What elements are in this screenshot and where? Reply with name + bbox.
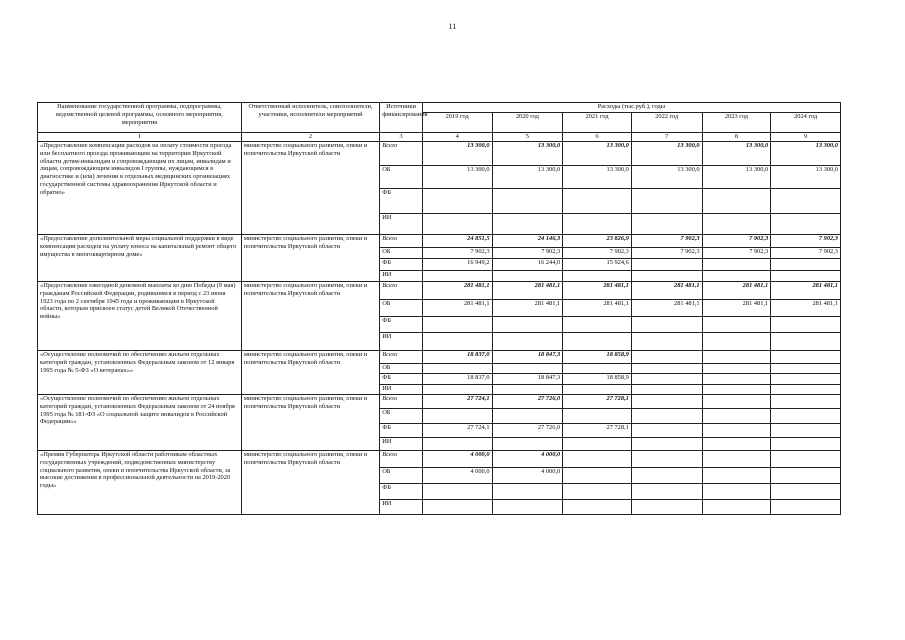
amount-cell xyxy=(702,385,771,395)
amount-cell: 13 300,0 xyxy=(771,166,841,189)
column-number: 3 xyxy=(380,133,423,142)
amount-cell xyxy=(771,500,841,515)
amount-cell xyxy=(702,271,771,282)
amount-cell xyxy=(422,189,492,214)
amount-cell: 27 728,1 xyxy=(563,395,632,409)
header-year: 2022 год xyxy=(631,113,702,133)
funding-source-cell: Всего xyxy=(380,142,423,166)
amount-cell xyxy=(702,395,771,409)
amount-cell xyxy=(771,484,841,500)
page-number: 11 xyxy=(448,22,457,31)
amount-cell xyxy=(631,424,702,438)
amount-cell: 7 902,3 xyxy=(631,248,702,259)
program-name-cell: «Предоставление дополнительной меры социальной поддержки в виде компенсации расходов на уплату взноса на капитальный ремонт общего имущества в многоквартирном доме» xyxy=(38,235,242,282)
funding-source-cell: ФБ xyxy=(380,484,423,500)
column-number: 9 xyxy=(771,133,841,142)
amount-cell: 18 837,0 xyxy=(422,351,492,364)
funding-source-cell: Всего xyxy=(380,235,423,248)
amount-cell: 281 481,1 xyxy=(702,282,771,300)
amount-cell xyxy=(492,409,563,424)
amount-cell xyxy=(492,317,563,333)
amount-cell: 4 000,0 xyxy=(492,468,563,484)
funding-source-cell: ФБ xyxy=(380,374,423,385)
amount-cell xyxy=(422,438,492,451)
amount-cell: 281 481,1 xyxy=(563,282,632,300)
amount-cell xyxy=(422,271,492,282)
amount-cell xyxy=(563,385,632,395)
amount-cell xyxy=(702,374,771,385)
funding-source-cell: Всего xyxy=(380,395,423,409)
amount-cell: 4 000,0 xyxy=(422,451,492,468)
header-year: 2020 год xyxy=(492,113,563,133)
amount-cell xyxy=(771,271,841,282)
amount-cell: 281 481,1 xyxy=(492,282,563,300)
amount-cell xyxy=(631,333,702,351)
amount-cell: 27 724,1 xyxy=(422,395,492,409)
column-number: 1 xyxy=(38,133,242,142)
funding-source-cell: Всего xyxy=(380,351,423,364)
amount-cell xyxy=(422,385,492,395)
amount-cell xyxy=(563,364,632,374)
amount-cell xyxy=(771,214,841,235)
amount-cell: 7 902,3 xyxy=(702,248,771,259)
funding-source-cell: ОБ xyxy=(380,364,423,374)
amount-cell xyxy=(563,333,632,351)
program-name-cell: «Предоставление ежегодной денежной выплаты ко дню Победы (9 мая) гражданам Российской Федерации, родившимся в период с 23 июня 1923 года по 2 сентября 1945 года и проживающим в Иркутской области, которым присвоен статус детей Великой Отечественной войны» xyxy=(38,282,242,351)
amount-cell xyxy=(563,438,632,451)
amount-cell xyxy=(631,395,702,409)
amount-cell: 13 300,0 xyxy=(702,166,771,189)
amount-cell xyxy=(492,333,563,351)
column-number: 8 xyxy=(702,133,771,142)
amount-cell: 281 481,1 xyxy=(702,300,771,317)
executor-cell: министерство социального развития, опеки и попечительства Иркутской области xyxy=(241,395,379,451)
amount-cell xyxy=(631,317,702,333)
amount-cell xyxy=(563,189,632,214)
amount-cell xyxy=(702,333,771,351)
amount-cell xyxy=(702,351,771,364)
table-body xyxy=(38,142,841,515)
amount-cell: 13 300,0 xyxy=(422,166,492,189)
column-number: 4 xyxy=(422,133,492,142)
funding-source-cell: ФБ xyxy=(380,259,423,271)
amount-cell xyxy=(702,364,771,374)
amount-cell xyxy=(563,317,632,333)
amount-cell xyxy=(563,500,632,515)
funding-source-cell: ФБ xyxy=(380,189,423,214)
header-funding-source: Источники финансирования xyxy=(380,103,423,133)
amount-cell: 281 481,1 xyxy=(631,300,702,317)
amount-cell: 281 481,1 xyxy=(631,282,702,300)
table-row xyxy=(38,142,841,166)
funding-source-cell: ИИ xyxy=(380,214,423,235)
executor-cell: министерство социального развития, опеки и попечительства Иркутской области xyxy=(241,235,379,282)
amount-cell: 13 300,0 xyxy=(422,142,492,166)
amount-cell: 24 851,5 xyxy=(422,235,492,248)
table-row xyxy=(38,395,841,409)
program-name-cell: «Осуществление полномочий по обеспечению жильем отдельных категорий граждан, установленных Федеральным законом от 24 ноября 1995 года № 181-ФЗ «О социальной защите инвалидов в Российской Федерации»» xyxy=(38,395,242,451)
amount-cell xyxy=(492,271,563,282)
column-number: 6 xyxy=(563,133,632,142)
amount-cell xyxy=(631,500,702,515)
amount-cell: 7 902,3 xyxy=(563,248,632,259)
funding-source-cell: ИИ xyxy=(380,385,423,395)
amount-cell xyxy=(422,214,492,235)
header-year: 2021 год xyxy=(563,113,632,133)
amount-cell xyxy=(702,259,771,271)
amount-cell xyxy=(771,385,841,395)
funding-source-cell: ИИ xyxy=(380,438,423,451)
amount-cell: 18 837,0 xyxy=(422,374,492,385)
amount-cell xyxy=(771,351,841,364)
amount-cell xyxy=(631,409,702,424)
amount-cell xyxy=(702,424,771,438)
funding-source-cell: ИИ xyxy=(380,500,423,515)
amount-cell: 13 300,0 xyxy=(631,142,702,166)
amount-cell: 13 300,0 xyxy=(563,166,632,189)
amount-cell xyxy=(702,214,771,235)
amount-cell: 27 728,1 xyxy=(563,424,632,438)
amount-cell xyxy=(631,451,702,468)
table-row xyxy=(38,351,841,364)
amount-cell xyxy=(422,364,492,374)
table-row xyxy=(38,235,841,248)
amount-cell xyxy=(631,189,702,214)
amount-cell xyxy=(563,409,632,424)
column-number: 7 xyxy=(631,133,702,142)
amount-cell xyxy=(631,364,702,374)
amount-cell xyxy=(492,438,563,451)
header-program-name: Наименование государственной программы, подпрограммы, ведомственной целевой программы, основного мероприятия, мероприятия xyxy=(38,103,242,133)
amount-cell xyxy=(492,484,563,500)
amount-cell xyxy=(492,214,563,235)
amount-cell xyxy=(771,374,841,385)
program-name-cell: «Осуществление полномочий по обеспечению жильем отдельных категорий граждан, установленных Федеральным законом от 12 января 1995 года № 5-ФЗ «О ветеранах»» xyxy=(38,351,242,395)
amount-cell xyxy=(631,351,702,364)
amount-cell xyxy=(631,438,702,451)
amount-cell: 16 244,0 xyxy=(492,259,563,271)
amount-cell: 13 300,0 xyxy=(492,166,563,189)
amount-cell xyxy=(563,468,632,484)
funding-source-cell: ОБ xyxy=(380,409,423,424)
funding-source-cell: Всего xyxy=(380,451,423,468)
amount-cell: 13 300,0 xyxy=(702,142,771,166)
amount-cell xyxy=(771,189,841,214)
amount-cell xyxy=(563,271,632,282)
amount-cell xyxy=(492,385,563,395)
amount-cell: 7 902,3 xyxy=(422,248,492,259)
program-name-cell: «Предоставление компенсации расходов на оплату стоимости проезда или бесплатного проезда проживающим на территории Иркутской области детям-инвалидам и сопровождающим их лицам, инвалидам и лицам, сопровождающим инвалидов I группы, нуждающимся в диагностике и (или) лечении в отдельных медицинских организациях государственной системы здравоохранения Иркутской области и обратно» xyxy=(38,142,242,235)
amount-cell xyxy=(771,438,841,451)
amount-cell: 13 300,0 xyxy=(492,142,563,166)
amount-cell: 7 902,3 xyxy=(771,248,841,259)
funding-source-cell: Всего xyxy=(380,282,423,300)
executor-cell: министерство социального развития, опеки и попечительства Иркутской области xyxy=(241,351,379,395)
amount-cell: 7 902,3 xyxy=(702,235,771,248)
amount-cell xyxy=(702,451,771,468)
amount-cell: 27 726,0 xyxy=(492,424,563,438)
amount-cell: 281 481,1 xyxy=(422,282,492,300)
amount-cell xyxy=(702,484,771,500)
amount-cell xyxy=(492,500,563,515)
amount-cell xyxy=(631,484,702,500)
amount-cell: 281 481,1 xyxy=(422,300,492,317)
funding-source-cell: ОБ xyxy=(380,248,423,259)
amount-cell: 7 902,3 xyxy=(771,235,841,248)
amount-cell xyxy=(771,364,841,374)
expenditure-table xyxy=(37,102,841,515)
amount-cell: 281 481,1 xyxy=(771,282,841,300)
amount-cell xyxy=(702,189,771,214)
header-year: 2019 год xyxy=(422,113,492,133)
amount-cell: 24 146,3 xyxy=(492,235,563,248)
amount-cell xyxy=(631,385,702,395)
amount-cell xyxy=(702,409,771,424)
header-year: 2023 год xyxy=(702,113,771,133)
amount-cell xyxy=(771,409,841,424)
amount-cell xyxy=(563,214,632,235)
table-row xyxy=(38,282,841,300)
amount-cell xyxy=(563,484,632,500)
amount-cell: 4 000,0 xyxy=(492,451,563,468)
amount-cell xyxy=(422,317,492,333)
table-row xyxy=(38,451,841,468)
column-number: 2 xyxy=(241,133,379,142)
amount-cell xyxy=(702,500,771,515)
amount-cell xyxy=(631,214,702,235)
amount-cell xyxy=(422,409,492,424)
amount-cell xyxy=(771,424,841,438)
amount-cell: 18 847,3 xyxy=(492,374,563,385)
amount-cell: 27 726,0 xyxy=(492,395,563,409)
amount-cell: 13 300,0 xyxy=(631,166,702,189)
amount-cell xyxy=(422,500,492,515)
amount-cell: 281 481,1 xyxy=(771,300,841,317)
amount-cell: 16 949,2 xyxy=(422,259,492,271)
amount-cell xyxy=(702,438,771,451)
amount-cell: 23 826,9 xyxy=(563,235,632,248)
executor-cell: министерство социального развития, опеки и попечительства Иркутской области xyxy=(241,282,379,351)
program-name-cell: «Премия Губернатора Иркутской области работникам областных государственных учреждений, подведомственных министерству социального развития, опеки и попечительства Иркутской области, за высокие достижения в профессиональной деятельности на 2019-2020 годы» xyxy=(38,451,242,515)
amount-cell: 18 847,3 xyxy=(492,351,563,364)
amount-cell xyxy=(492,189,563,214)
amount-cell xyxy=(771,259,841,271)
amount-cell: 13 300,0 xyxy=(563,142,632,166)
amount-cell xyxy=(422,333,492,351)
amount-cell xyxy=(771,333,841,351)
amount-cell xyxy=(771,468,841,484)
amount-cell xyxy=(422,484,492,500)
header-expenditures: Расходы (тыс.руб.), годы xyxy=(422,103,840,113)
amount-cell xyxy=(631,259,702,271)
amount-cell: 13 300,0 xyxy=(771,142,841,166)
funding-source-cell: ИИ xyxy=(380,271,423,282)
column-number: 5 xyxy=(492,133,563,142)
amount-cell xyxy=(702,317,771,333)
funding-source-cell: ФБ xyxy=(380,424,423,438)
amount-cell xyxy=(771,395,841,409)
amount-cell xyxy=(563,451,632,468)
amount-cell xyxy=(631,468,702,484)
amount-cell xyxy=(771,317,841,333)
funding-source-cell: ОБ xyxy=(380,300,423,317)
funding-source-cell: ФБ xyxy=(380,317,423,333)
amount-cell: 4 000,0 xyxy=(422,468,492,484)
funding-source-cell: ОБ xyxy=(380,468,423,484)
executor-cell: министерство социального развития, опеки и попечительства Иркутской области xyxy=(241,142,379,235)
amount-cell: 18 858,9 xyxy=(563,351,632,364)
amount-cell: 18 858,9 xyxy=(563,374,632,385)
amount-cell xyxy=(492,364,563,374)
funding-source-cell: ИИ xyxy=(380,333,423,351)
header-executor: Ответственный исполнитель, соисполнители, участники, исполнители мероприятий xyxy=(241,103,379,133)
amount-cell: 7 902,3 xyxy=(492,248,563,259)
amount-cell: 27 724,1 xyxy=(422,424,492,438)
amount-cell xyxy=(631,374,702,385)
amount-cell xyxy=(631,271,702,282)
amount-cell xyxy=(771,451,841,468)
amount-cell: 7 902,3 xyxy=(631,235,702,248)
amount-cell: 281 481,1 xyxy=(563,300,632,317)
amount-cell: 15 924,6 xyxy=(563,259,632,271)
executor-cell: министерство социального развития, опеки и попечительства Иркутской области xyxy=(241,451,379,515)
amount-cell xyxy=(702,468,771,484)
header-year: 2024 год xyxy=(771,113,841,133)
amount-cell: 281 481,1 xyxy=(492,300,563,317)
funding-source-cell: ОБ xyxy=(380,166,423,189)
